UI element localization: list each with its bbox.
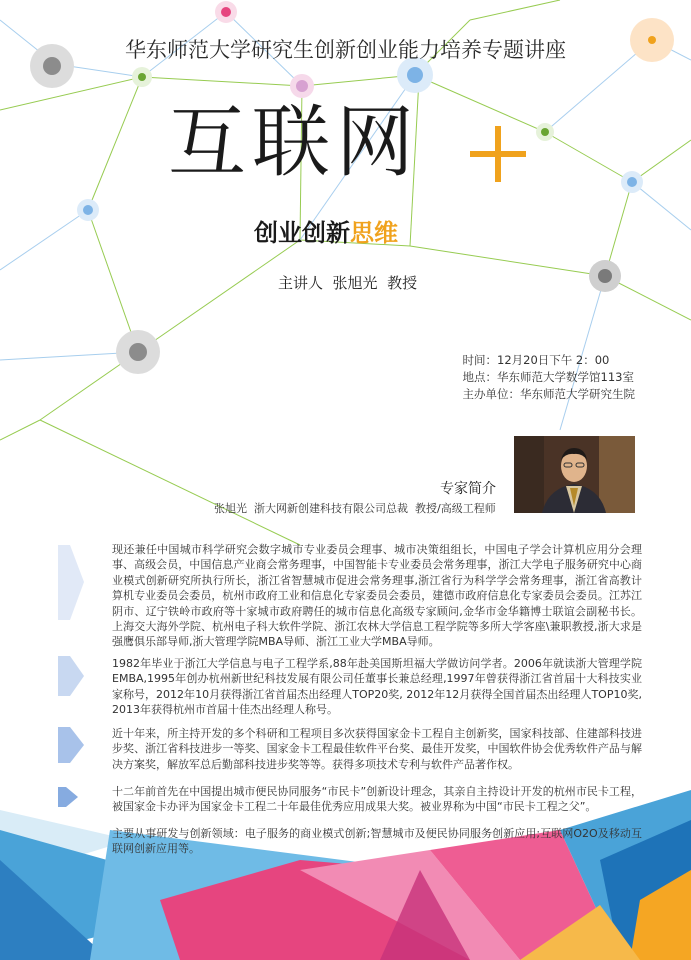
event-location: 地点：华东师范大学数学馆113室 <box>462 370 634 384</box>
expert-intro-heading: 专家简介 <box>440 481 496 497</box>
plus-sign-icon <box>470 126 526 182</box>
expert-title-line: 张旭光 浙大网新创建科技有限公司总裁 教授/高级工程师 <box>214 502 496 515</box>
main-title: 互联网 <box>168 98 421 188</box>
tagline-part-dark: 创业创新 <box>254 219 350 247</box>
bio-paragraph-1: 现还兼任中国城市科学研究会数字城市专业委员会理事、城市决策组组长，中国电子学会计算机应用分会理事、高级会员，中国信息产业商会常务理事，中国智能卡专业委员会常务理事，浙江大学电子服务研究中心商业模式创新研究所执行所长，浙江省智慧城市促进会常务理事,浙江省行为科学学会常务理事，浙江省高教计算机专业委员会委员，杭州市政府工业和信息化专家委员会委员，建德市政府信息化专家委员会委员。江苏江阴市、辽宁铁岭市政府等十家城市政府聘任的城市信息化高级专家顾问,金华市金华籍博士联谊会副秘书长。上海交大海外学院、杭州电子科大软件学院、浙江农林大学信息工程学院等多所大学客座\兼职教授,浙大求是强鹰俱乐部导师,浙大管理学院MBA导师、浙江工业大学MBA导师。 <box>112 543 642 649</box>
bio-paragraph-4: 十二年前首先在中国提出城市便民协同服务“市民卡”创新设计理念，其亲自主持设计开发的杭州市民卡工程，被国家金卡办评为国家金卡工程二十年最佳优秀应用成果大奖。被业界称为中国“市民卡工程之父”。 <box>112 785 642 814</box>
event-info <box>463 352 636 403</box>
event-organizer: 主办单位：华东师范大学研究生院 <box>462 387 635 401</box>
bio-paragraph-2: 1982年毕业于浙江大学信息与电子工程学系,88年赴美国斯坦福大学做访问学者。2006年就读浙大管理学院EMBA,1995年创办杭州新世纪科技发展有限公司任董事长兼总经理,1997年曾获得浙江省首届十大科技实业家称号，2012年10月获得浙江省首届杰出经理人TOP20奖, 2012年12月获得全国首届杰出经理人TOP10奖, 2013年获得杭州市首届十佳杰出经理人称号。 <box>112 657 642 717</box>
chevron-column <box>58 545 84 850</box>
bio-paragraph-3: 近十年来，所主持开发的多个科研和工程项目多次获得国家金卡工程自主创新奖，国家科技部、住建部科技进步奖、浙江省科技进步一等奖、国家金卡工程最佳软件平台奖、最佳开发奖，中国软件协会优秀软件产品与解决方案奖，解放军总后勤部科技进步奖等等。获得多项技术专利与软件产品著作权。 <box>112 727 642 771</box>
speaker-portrait-icon <box>514 436 635 513</box>
speaker-photo <box>514 436 635 513</box>
event-time: 时间：12月20日下午 2：00 <box>462 353 610 367</box>
host-line: 主讲人 张旭光 教授 <box>278 274 418 292</box>
tagline <box>254 213 398 248</box>
tagline-part-orange: 思维 <box>350 219 398 247</box>
bottom-geometric-shapes <box>0 790 691 960</box>
bio-paragraph-5: 主要从事研发与创新领域：电子服务的商业模式创新;智慧城市及便民协同服务创新应用;互联网O2O及移动互联网创新应用等。 <box>112 827 642 856</box>
lecture-series-title: 华东师范大学研究生创新创业能力培养专题讲座 <box>125 38 566 62</box>
